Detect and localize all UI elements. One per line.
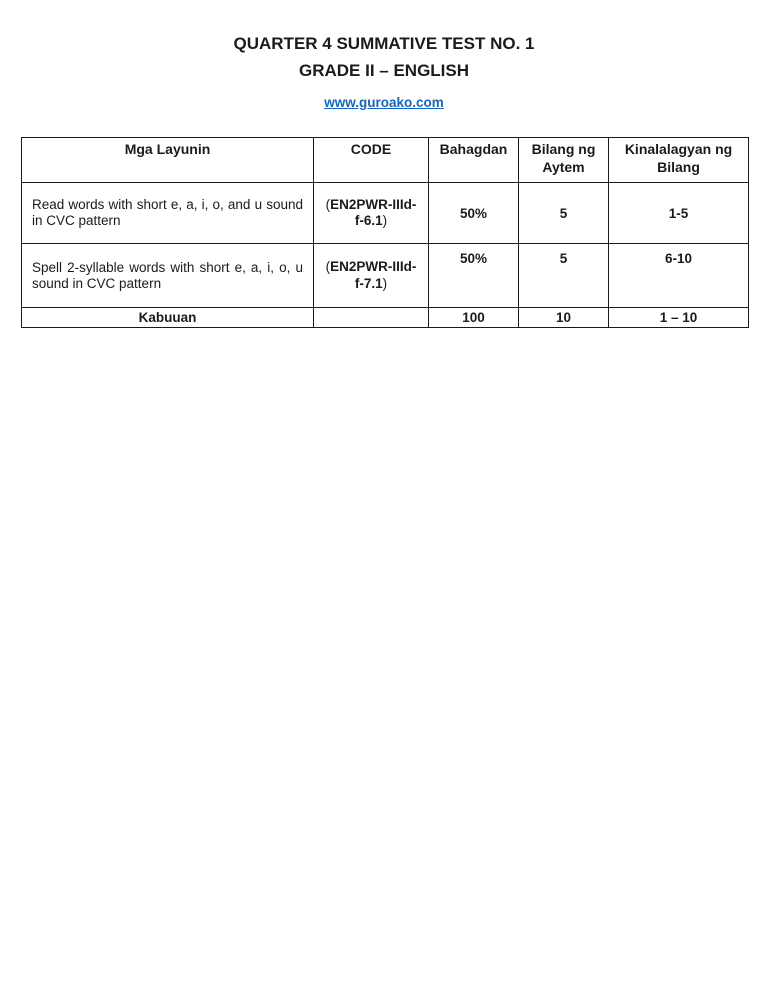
total-bahagdan-cell: 100	[429, 308, 519, 328]
bahagdan-cell: 50%	[429, 244, 519, 308]
code-open-paren: (	[325, 259, 331, 275]
objective-cell: Spell 2-syllable words with short e, a, i, o, u sound in CVC pattern	[22, 244, 314, 308]
header-bilang-ng-aytem: Bilang ng Aytem	[519, 138, 609, 183]
header-mga-layunin: Mga Layunin	[22, 138, 314, 183]
code-line1: EN2PWR-IIId-	[330, 259, 417, 275]
bilang-cell: 5	[519, 244, 609, 308]
header-kinalalagyan: Kinalalagyan ng Bilang	[609, 138, 749, 183]
total-label-cell: Kabuuan	[22, 308, 314, 328]
bilang-cell: 5	[519, 183, 609, 244]
code-close-paren: )	[382, 275, 388, 291]
total-row	[22, 308, 749, 328]
link-row	[0, 94, 768, 112]
code-line2: f-7.1	[354, 275, 383, 291]
page-header	[0, 0, 768, 112]
code-cell	[314, 183, 429, 244]
code-open-paren: (	[325, 196, 331, 212]
code-line1: EN2PWR-IIId-	[330, 196, 417, 212]
code-close-paren: )	[382, 213, 388, 228]
header-bahagdan: Bahagdan	[429, 138, 519, 183]
kinalalagyan-cell: 6-10	[609, 244, 749, 308]
total-kinalalagyan-cell: 1 – 10	[609, 308, 749, 328]
test-specification-table	[21, 137, 749, 328]
bahagdan-cell: 50%	[429, 183, 519, 244]
document-title: QUARTER 4 SUMMATIVE TEST NO. 1	[233, 34, 535, 53]
code-cell	[314, 244, 429, 308]
table-header-row	[22, 138, 749, 183]
total-bilang-cell: 10	[519, 308, 609, 328]
guroako-link[interactable]: www.guroako.com	[324, 94, 444, 110]
objective-cell: Read words with short e, a, i, o, and u sound in CVC pattern	[22, 183, 314, 244]
table-row	[22, 183, 749, 244]
code-line2: f-6.1	[354, 213, 383, 228]
document-subtitle: GRADE II – ENGLISH	[298, 61, 470, 81]
kinalalagyan-cell: 1-5	[609, 183, 749, 244]
header-code: CODE	[314, 138, 429, 183]
table-row	[22, 244, 749, 308]
total-code-cell	[314, 308, 429, 328]
